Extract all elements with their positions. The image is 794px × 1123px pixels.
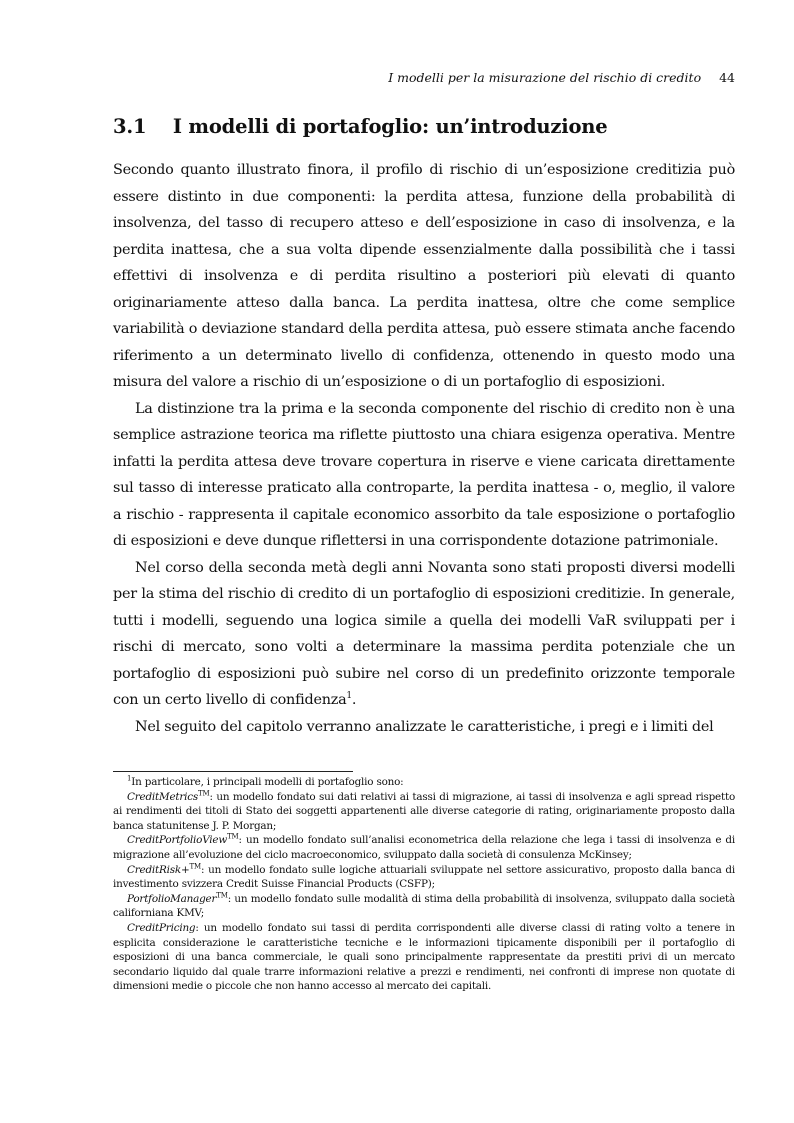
paragraph-3-text: Nel corso della seconda metà degli anni Novanta sono stati proposti diversi modelli per la stima del rischio di credito di un portafoglio di esposizioni creditizie. In generale, tutti i modelli, seguendo una logica simile a quella dei modelli VaR sviluppati per i rischi di mercato, sono volti a determinare la massima perdita potenziale che un portafoglio di esposizioni può subire nel corso di un predefinito orizzonte temporale con un certo livello di confidenza (113, 559, 735, 708)
model-name: CreditPortfolioView (127, 834, 228, 847)
footnote-reference[interactable]: 1 (346, 691, 352, 702)
paragraph-4: Nel seguito del capitolo verranno analizzate le caratteristiche, i pregi e i limiti del (135, 718, 714, 735)
paragraph-1: Secondo quanto illustrato finora, il profilo di rischio di un’esposizione creditizia può essere distinto in due componenti: la perdita attesa, funzione della probabilità di insolvenza, del tasso di recupero atteso e dell’esposizione in caso di insolvenza, e la perdita inattesa, che a sua volta dipende essenzialmente dalla possibilità che i tassi effettivi di insolvenza e di perdita risultino a posteriori più elevati di quanto originariamente atteso dalla banca. La perdita inattesa, oltre che come semplice variabilità o deviazione standard della perdita attesa, può essere stimata anche facendo riferimento a un determinato livello di confidenza, ottenendo in questo modo una misura del valore a rischio di un’esposizione o di un portafoglio di esposizioni. (113, 162, 735, 390)
model-name: CreditMetrics (127, 790, 199, 803)
model-name: CreditPricing (127, 921, 196, 934)
model-description: : un modello fondato sulle modalità di stima della probabilità di insolvenza, sviluppato dalla società californiana KMV; (113, 892, 735, 920)
footnote-marker: 1 (127, 774, 132, 783)
footnote-intro-text: In particolare, i principali modelli di portafoglio sono: (131, 776, 404, 788)
footnote-item (113, 892, 735, 921)
footnote-intro (113, 775, 735, 790)
trademark-mark: TM (198, 789, 210, 798)
paragraph-3: Nel corso della seconda metà degli anni Novanta sono stati proposti diversi modelli per la stima del rischio di credito di un portafoglio di esposizioni creditizie. In generale, tutti i modelli, seguendo una logica simile a quella dei modelli VaR sviluppati per i rischi di mercato, sono volti a determinare la massima perdita potenziale che un portafoglio di esposizioni può subire nel corso di un predefinito orizzonte temporale con un certo livello di confidenza$^1$. (113, 559, 735, 708)
footnote-item (113, 833, 735, 862)
footnote-item (113, 790, 735, 834)
paragraph-2: La distinzione tra la prima e la seconda componente del rischio di credito non è una semplice astrazione teorica ma riflette piuttosto una chiara esigenza operativa. Mentre infatti la perdita attesa deve trovare copertura in riserve e viene caricata direttamente sul tasso di interesse praticato alla controparte, la perdita inattesa - o, meglio, il valore a rischio - rappresenta il capitale economico assorbito da tale esposizione o portafoglio di esposizioni e deve dunque riflettersi in una corrispondente dotazione patrimoniale. (113, 400, 735, 549)
footnotes (113, 775, 735, 994)
section-number: 3.1 (113, 115, 147, 138)
trademark-mark: TM (227, 832, 239, 841)
trademark-mark: TM (216, 891, 228, 900)
model-description: : un modello fondato sui tassi di perdita corrispondenti alle diverse classi di rating volto a tenere in esplicita considerazione le caratteristiche tecniche e le informazioni tipicamente disponibili per il portafoglio di esposizioni di una banca commerciale, le quali sono principalmente rappresentate da prestiti privi di un mercato secondario liquido dal quale trarre informazioni relative a prezzi e rendimenti, nei confronti di imprese non quotate di dimensioni medie o piccole che non hanno accesso al mercato dei capitali. (113, 921, 735, 993)
section-heading (113, 115, 607, 138)
body-text (113, 157, 735, 740)
section-title: I modelli di portafoglio: un’introduzione (172, 115, 608, 138)
page-number: 44 (719, 70, 735, 85)
model-description: : un modello fondato sull’analisi econometrica della relazione che lega i tassi di insolvenza e di migrazione all’evoluzione del ciclo macroeconomico, sviluppato dalla società di consulenza McKinsey; (113, 834, 735, 861)
trademark-mark: TM (189, 862, 201, 871)
footnote-item (113, 863, 735, 892)
footnote-item (113, 921, 735, 994)
footnote-rule (113, 771, 353, 772)
running-head (113, 70, 735, 85)
model-name: PortfolioManager (127, 892, 217, 905)
model-description: : un modello fondato sulle logiche attuariali sviluppate nel settore assicurativo, proposto dalla banca di investimento svizzera Credit Suisse Financial Products (CSFP); (113, 863, 735, 891)
running-head-title: I modelli per la misurazione del rischio di credito (388, 70, 702, 85)
model-name: CreditRisk+ (127, 863, 190, 876)
model-description: : un modello fondato sui dati relativi ai tassi di migrazione, ai tassi di insolvenza e agli spread rispetto ai rendimenti dei titoli di Stato dei soggetti appartenenti alle diverse categorie di rating, originariamente proposto dalla banca statunitense J. P. Morgan; (113, 790, 735, 832)
